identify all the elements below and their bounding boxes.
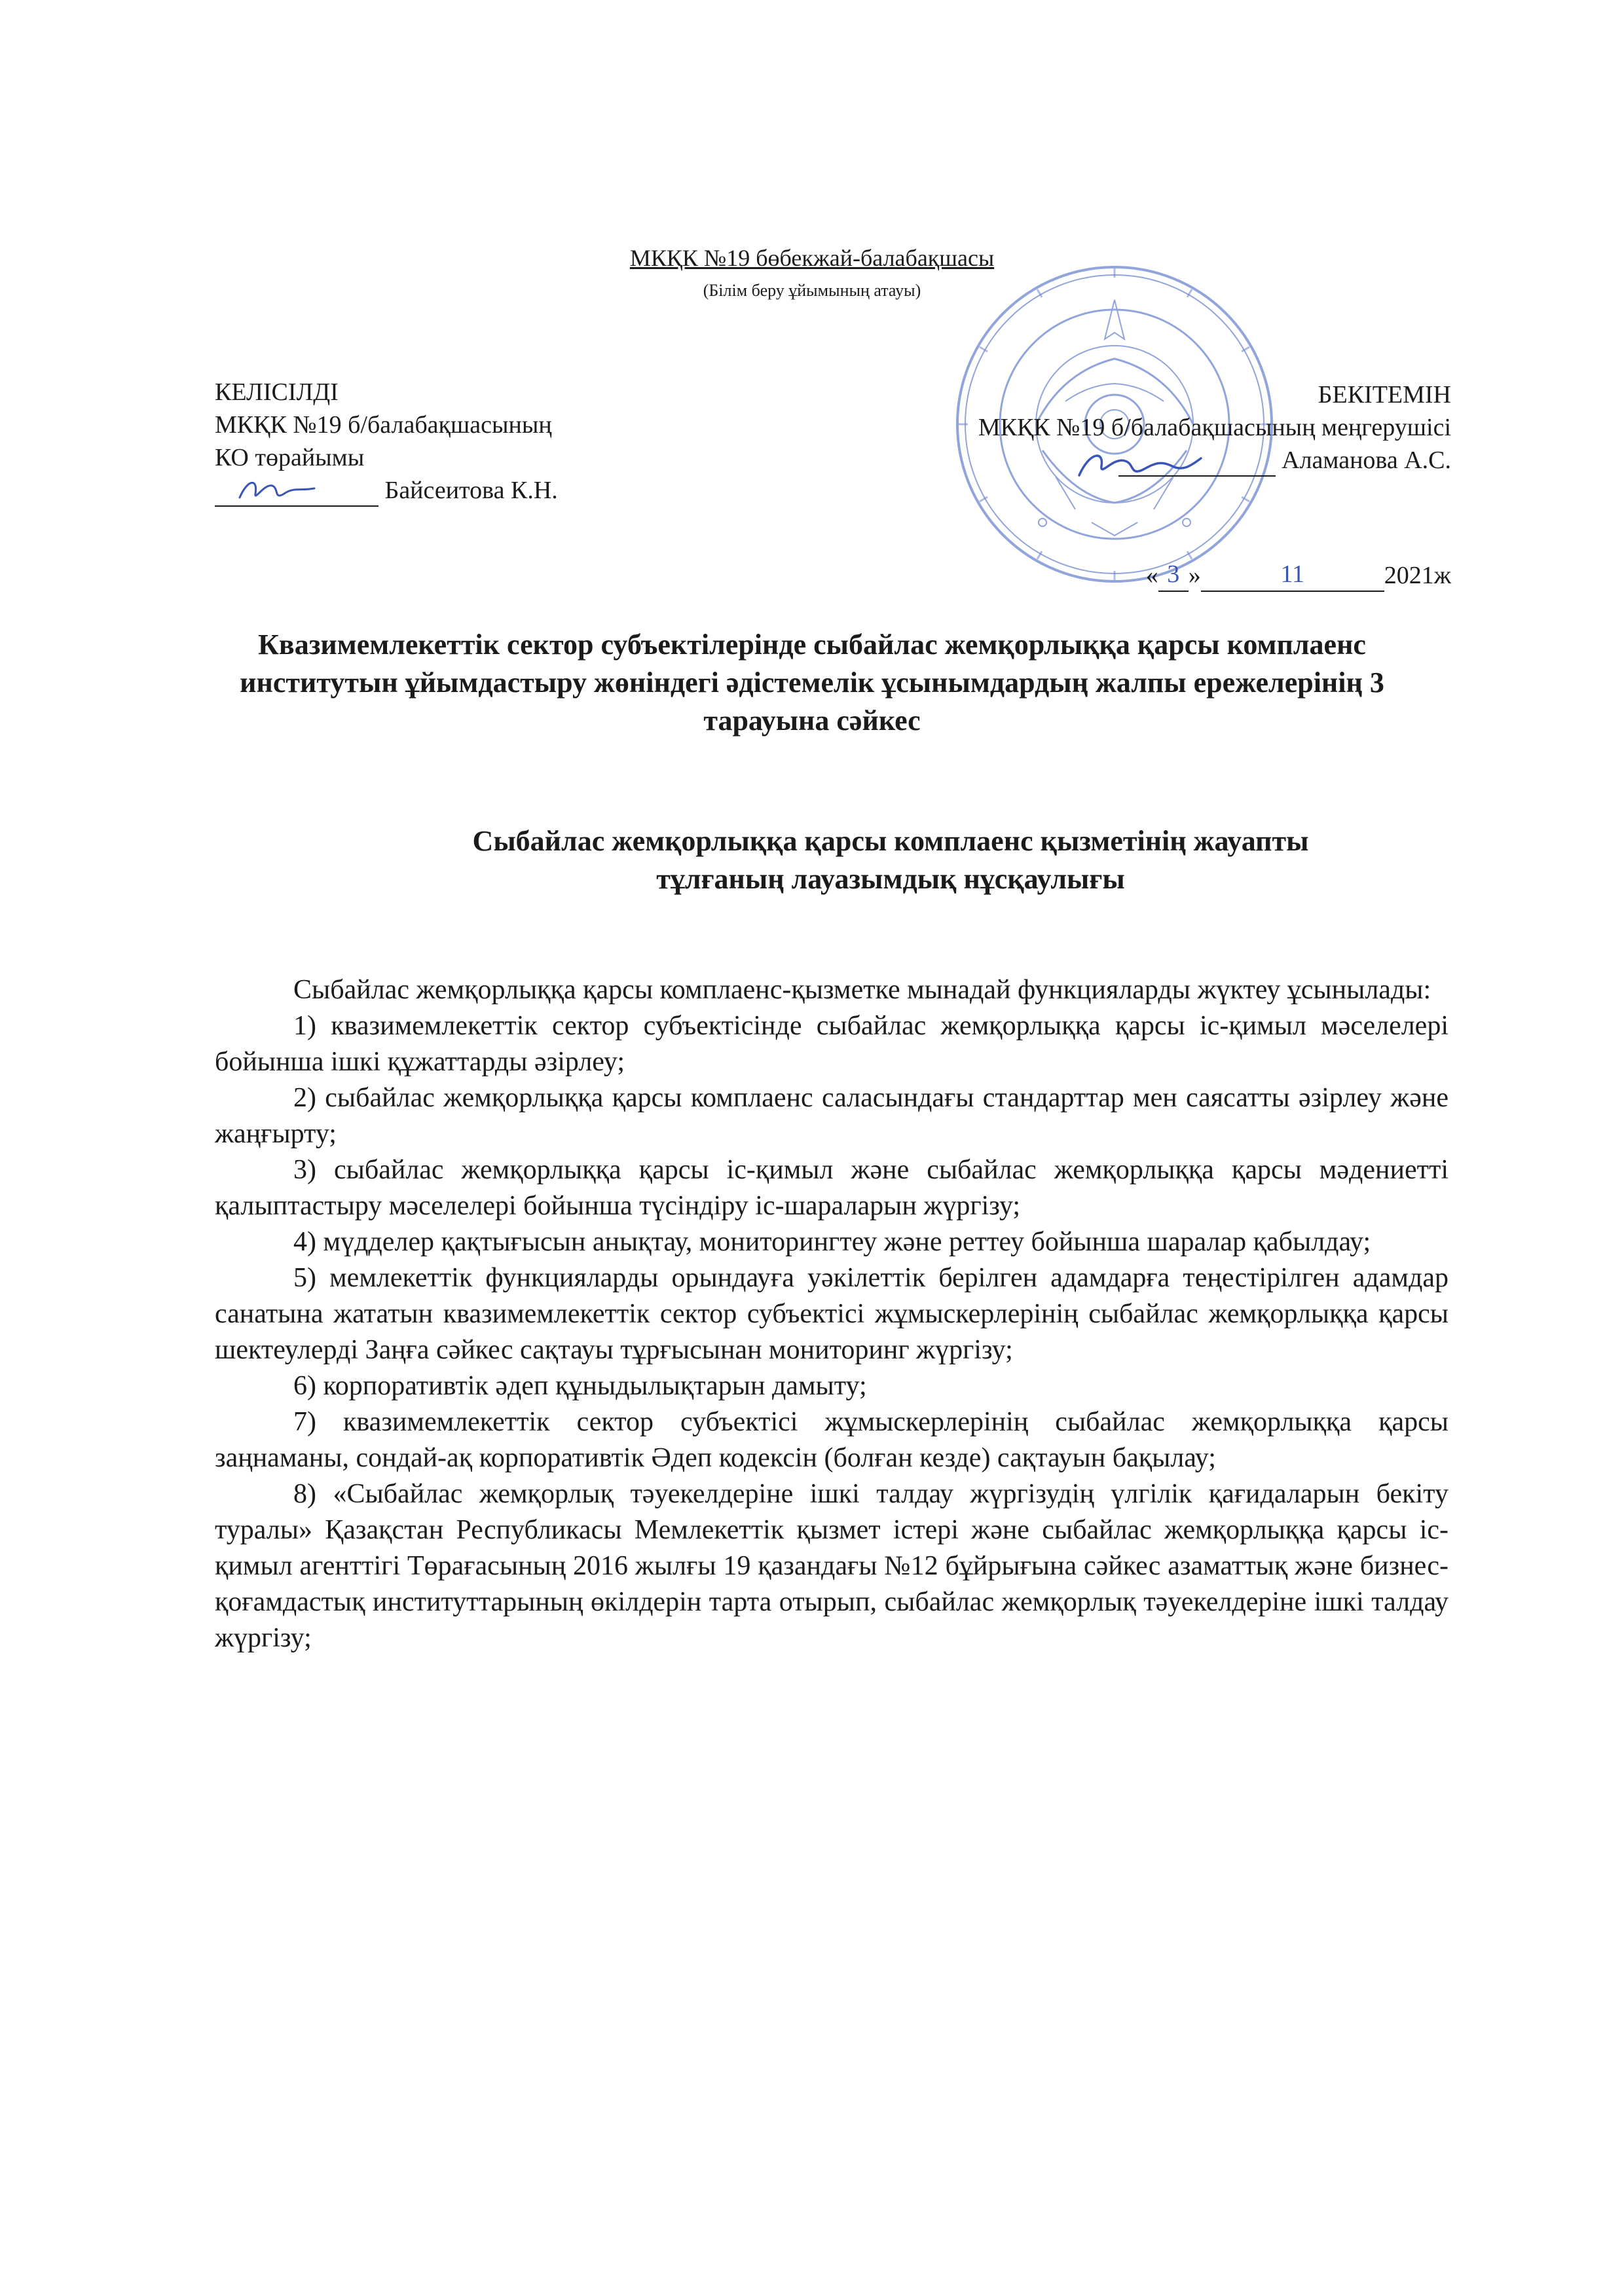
date-month: 11 xyxy=(1201,558,1384,592)
approved-block xyxy=(978,378,1451,477)
body-intro: Сыбайлас жемқорлыққа қарсы комплаенс-қызметке мынадай функцияларды жүктеу ұсынылады: xyxy=(293,975,1431,1005)
document-subtitle xyxy=(275,822,1506,898)
list-item: 7) квазимемлекеттік сектор субъектісі жұмыскерлерінің сыбайлас жемқорлыққа қарсы заңнаманы, сондай-ақ корпоративтік Әдеп кодексін (болған кезде) сақтауын бақылау; xyxy=(215,1407,1449,1473)
date-day: 3 xyxy=(1158,558,1189,592)
list-item: 2) сыбайлас жемқорлыққа қарсы комплаенс саласындағы стандарттар мен саясатты әзірлеу және жаңғырту; xyxy=(215,1083,1449,1149)
organization-name xyxy=(0,244,1624,272)
list-item: 5) мемлекеттік функцияларды орындауға уәкілеттік берілген адамдарға теңестірілген адамдар санатына жататын квазимемлекеттік сектор субъектісі жұмыскерлерінің сыбайлас жемқорлыққа қарсы шектеулерді Заңға сәйкес сақтауы тұрғысынан мониторинг жүргізу; xyxy=(215,1263,1449,1365)
document-body xyxy=(215,972,1449,1656)
list-item: 4) мүдделер қақтығысын анықтау, мониторингтеу және реттеу бойынша шаралар қабылдау; xyxy=(293,1227,1371,1257)
approved-signature-row xyxy=(978,444,1451,477)
list-item: 1) квазимемлекеттік сектор субъектісінде сыбайлас жемқорлыққа қарсы іс-қимыл мәселелері бойынша ішкі құжаттарды әзірлеу; xyxy=(215,1011,1449,1077)
date-close-quote: » xyxy=(1188,562,1201,589)
approved-heading: БЕКІТЕМІН xyxy=(1318,381,1451,409)
list-item: 6) корпоративтік әдеп құныдылықтарын дамыту; xyxy=(293,1371,867,1401)
agreed-organization: МКҚК №19 б/балабақшасының xyxy=(215,411,552,439)
approval-date xyxy=(1146,558,1451,592)
agreed-heading: КЕЛІСІЛДІ xyxy=(215,378,339,406)
organization-caption: (Білім беру ұйымының атауы) xyxy=(703,281,921,300)
list-item: 3) сыбайлас жемқорлыққа қарсы іс-қимыл және сыбайлас жемқорлыққа қарсы мәдениетті қалыптастыру мәселелері бойынша түсіндіру іс-шараларын жүргізу; xyxy=(215,1155,1449,1221)
organization-name-text: МКҚК №19 бөбекжай-балабақшасы xyxy=(629,245,995,271)
date-year: 2021ж xyxy=(1384,562,1451,589)
approved-signature-icon xyxy=(1074,446,1205,487)
document-subtitle-line1: Сыбайлас жемқорлыққа қарсы комплаенс қызметінің жауапты xyxy=(472,825,1309,857)
document-title: Квазимемлекеттік сектор субъектілерінде сыбайлас жемқорлыққа қарсы комплаенс институтын ұйымдастыру жөніндегі әдістемелік ұсынымдардың жалпы ережелерінің 3 тарауына сәйкес xyxy=(240,629,1384,737)
approved-signer-name: Аламанова А.С. xyxy=(1282,446,1451,474)
list-item: 8) «Сыбайлас жемқорлық тәуекелдеріне ішкі талдау жүргізудің үлгілік қағидаларын бекіту туралы» Қазақстан Республикасы Мемлекеттік қызмет істері және сыбайлас жемқорлыққа қарсы іс-қимыл агенттігі Төрағасының 2016 жылғы 19 қазандағы №12 бұйрығына сәйкес азаматтық және бизнес-қоғамдастық институттарының өкілдерін тарта отырып, сыбайлас жемқорлық тәуекелдеріне ішкі талдау жүргізу; xyxy=(215,1479,1449,1653)
agreed-signature-icon xyxy=(236,471,321,511)
agreed-signer-name: Байсеитова К.Н. xyxy=(384,477,558,504)
document-subtitle-line2: тұлғаның лауазымдық нұсқаулығы xyxy=(656,863,1125,895)
date-open-quote: « xyxy=(1145,562,1158,589)
approved-position: МКҚК №19 б/балабақшасының меңгерушісі xyxy=(978,414,1451,441)
agreed-position: КО төрайымы xyxy=(215,444,365,471)
